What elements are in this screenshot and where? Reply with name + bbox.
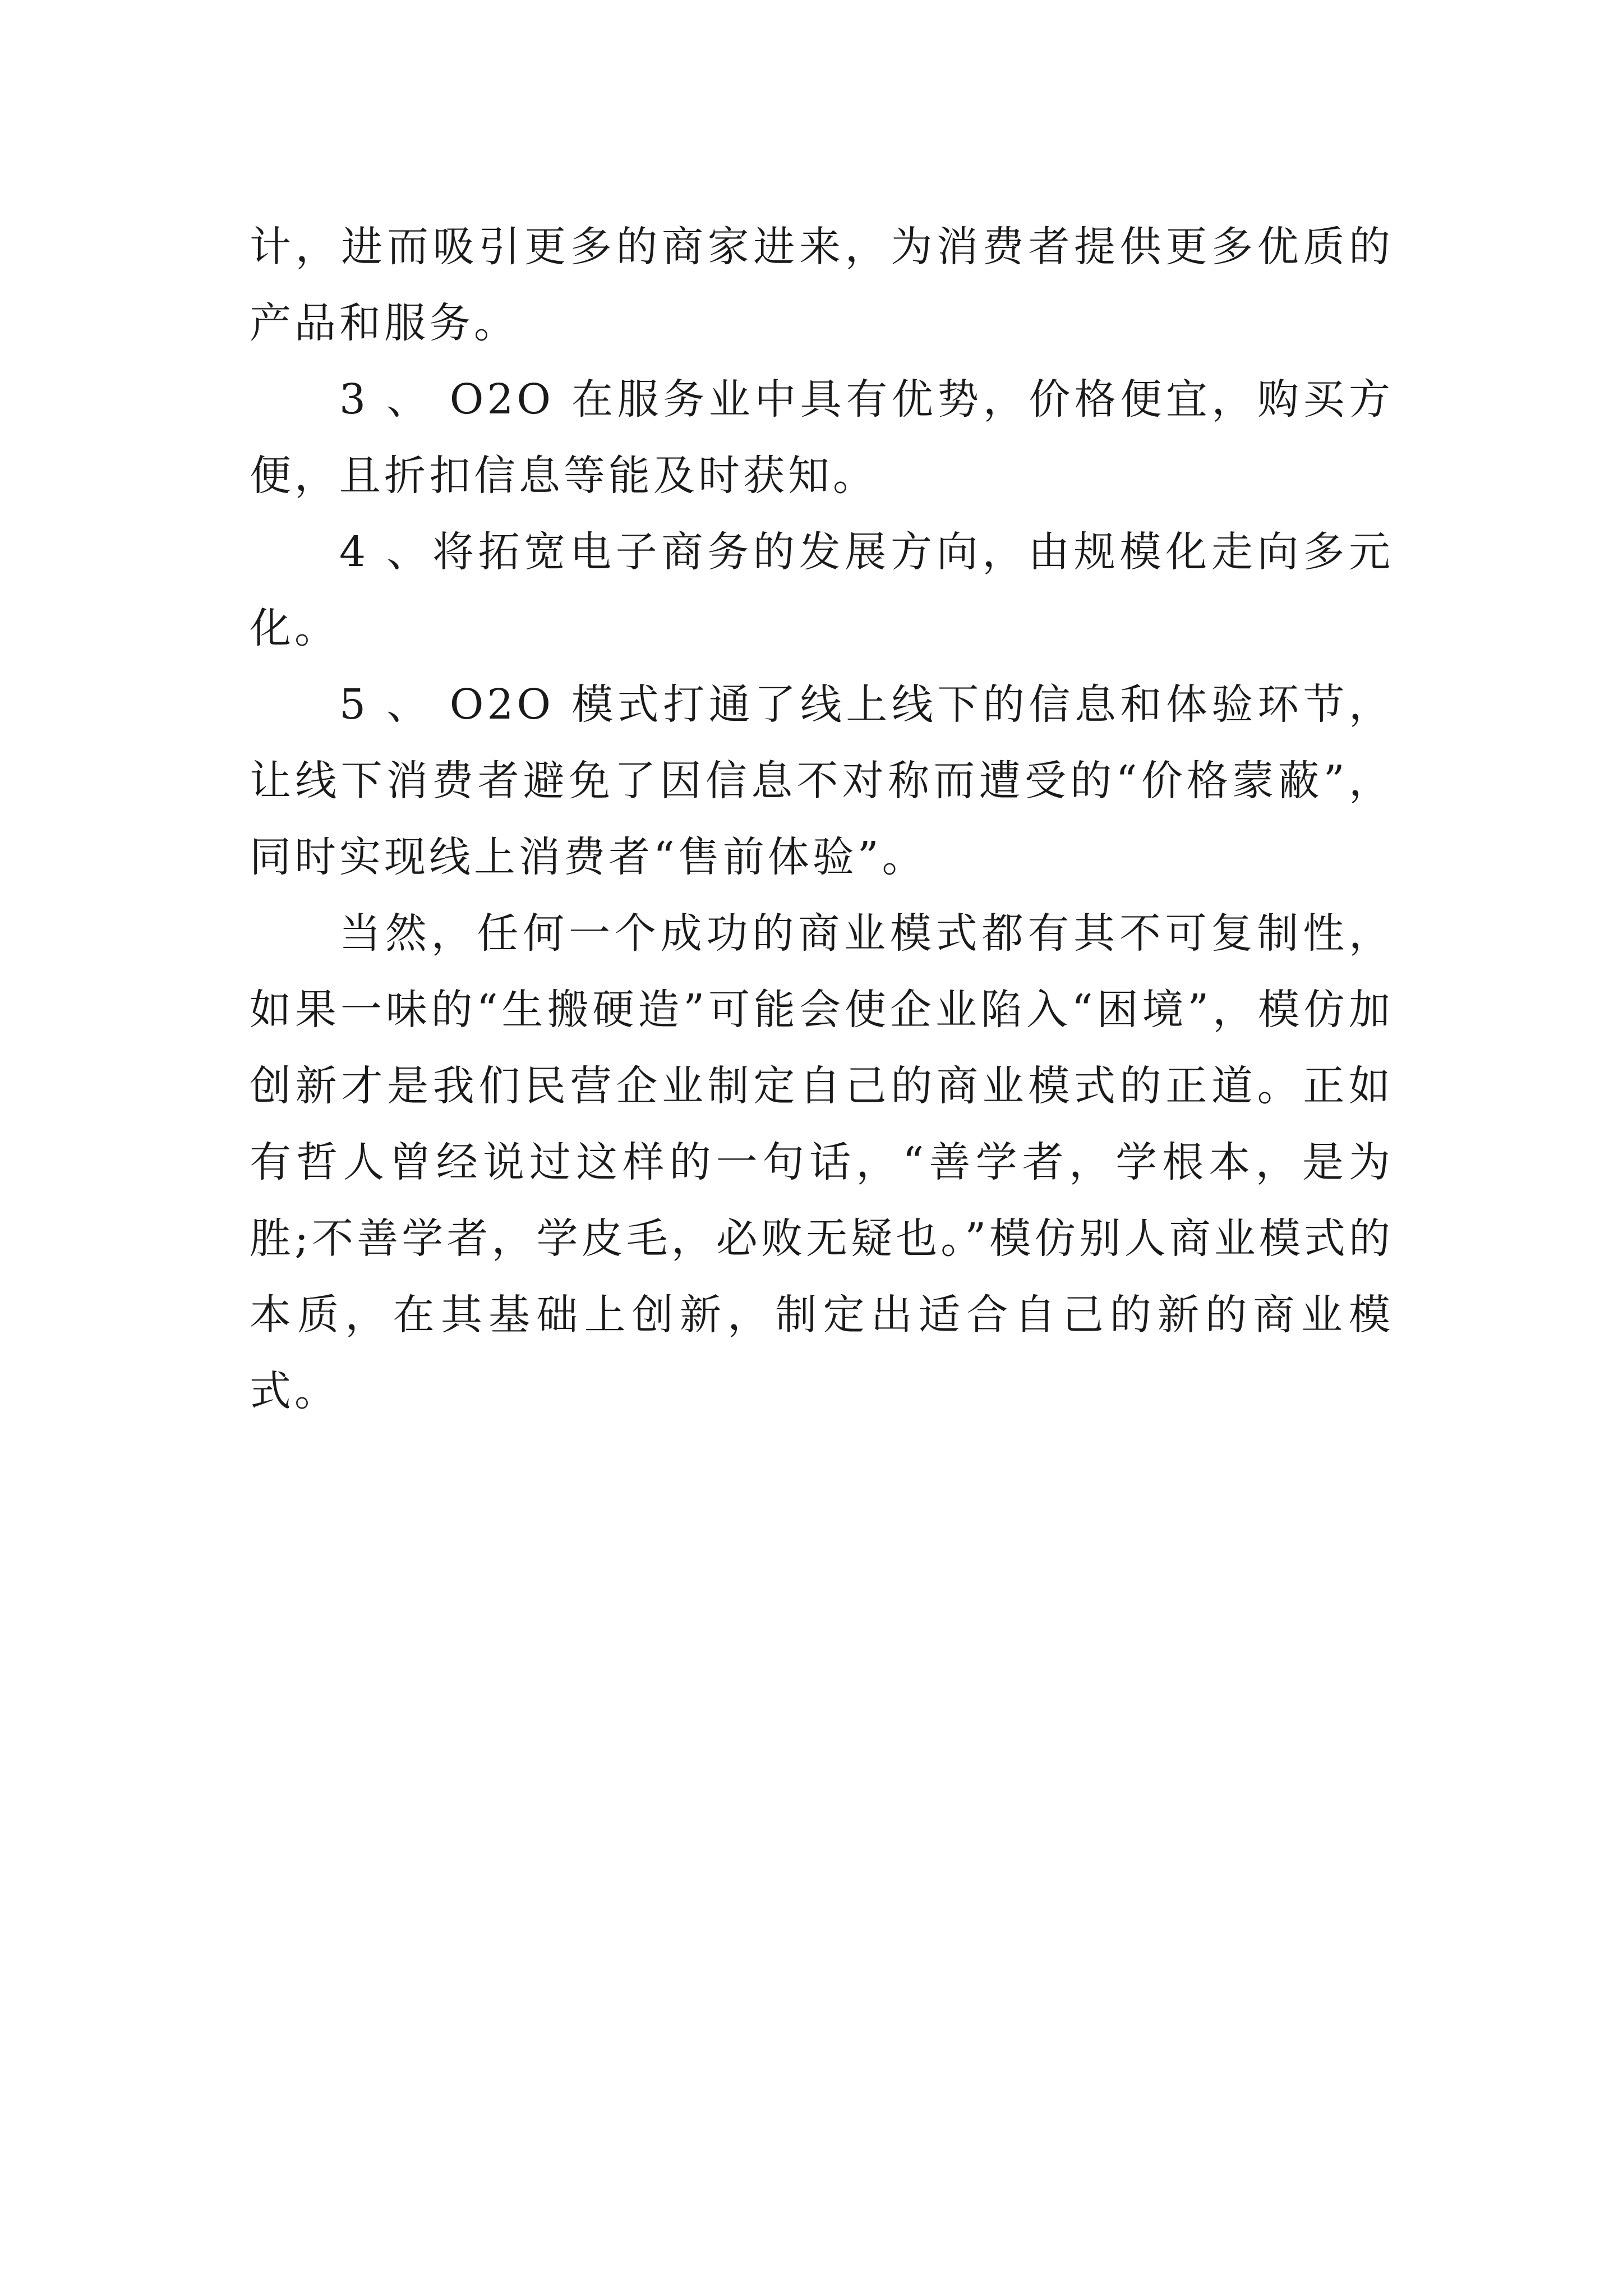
paragraph-item-5: 5 、 O2O 模式打通了线上线下的信息和体验环节，让线下消费者避免了因信息不对称而遭受的“价格蒙蔽”，同时实现线上消费者“售前体验”。: [250, 680, 1394, 881]
document-body: [250, 209, 1394, 1429]
paragraph-conclusion: 当然，任何一个成功的商业模式都有其不可复制性，如果一味的“生搬硬造”可能会使企业陷入“困境”，模仿加创新才是我们民营企业制定自己的商业模式的正道。正如有哲人曾经说过这样的一句话，“善学者，学根本，是为胜;不善学者，学皮毛，必败无疑也。”模仿别人商业模式的本质，在其基础上创新，制定出适合自己的新的商业模式。: [250, 909, 1394, 1415]
paragraph-continuation: 计，进而吸引更多的商家进来，为消费者提供更多优质的产品和服务。: [250, 223, 1394, 347]
paragraph-item-4: 4 、将拓宽电子商务的发展方向，由规模化走向多元化。: [250, 528, 1394, 652]
paragraph-item-3: 3 、 O2O 在服务业中具有优势，价格便宜，购买方便，且折扣信息等能及时获知。: [250, 375, 1394, 500]
